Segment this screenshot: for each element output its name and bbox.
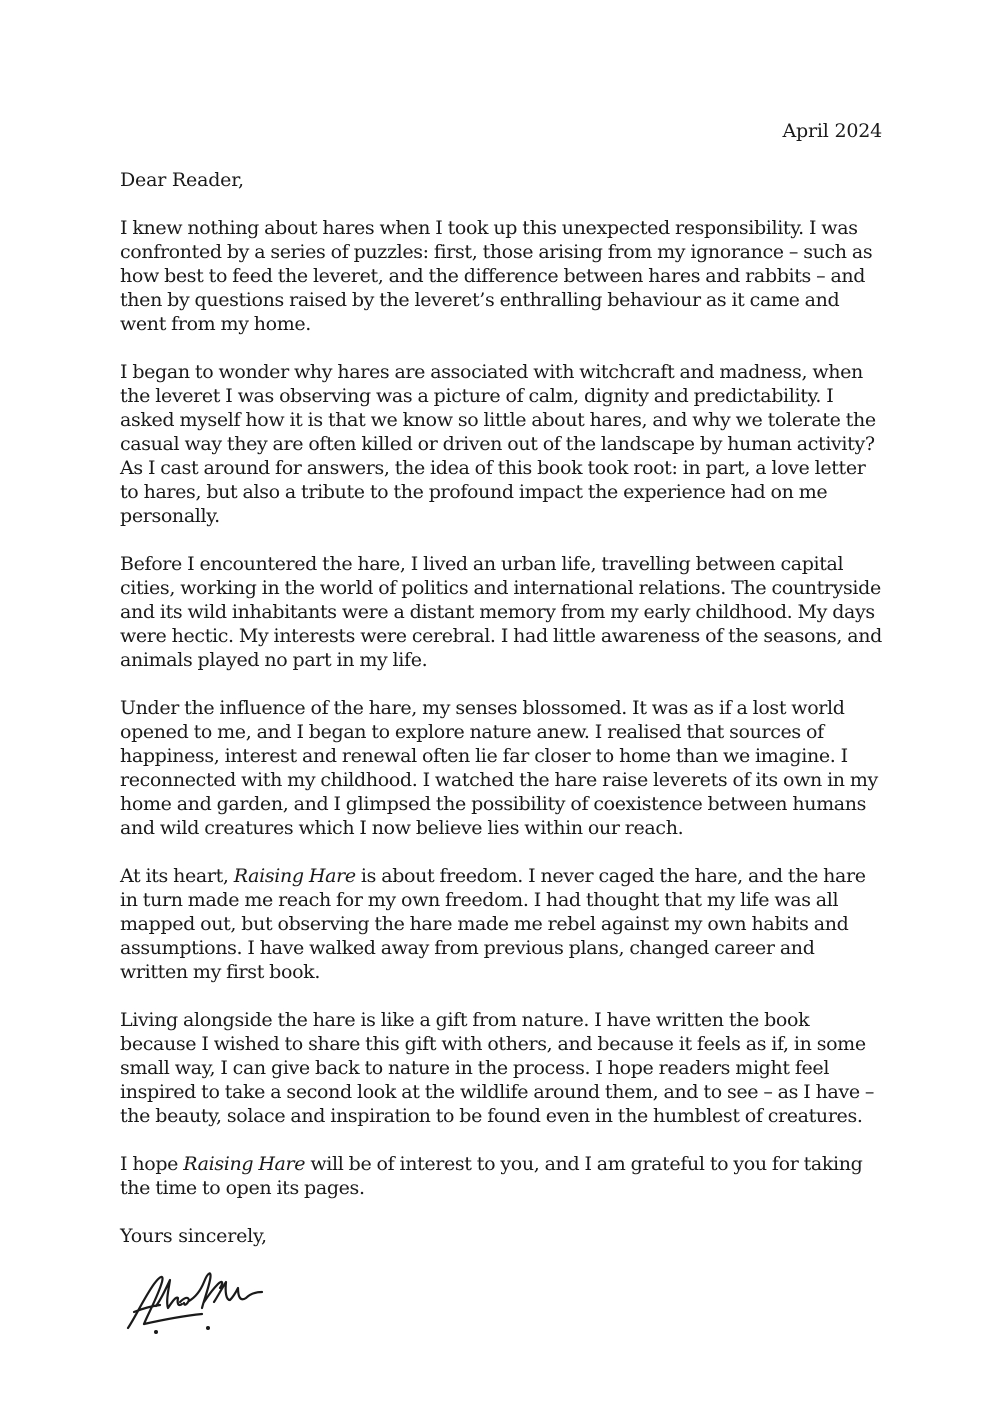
paragraph-text: Living alongside the hare is like a gift from nature. I have written the book because I wished to share this gift with others, and because it feels as if, in some small way, I can give back to nature in the process. I hope readers might feel inspired to take a second look at the wildlife around them, and to see – as I have – the beauty, solace and inspiration to be found even in the humblest of creatures. [120,1009,875,1127]
body-paragraph [120,1008,882,1128]
paragraph-text: is about freedom. I never caged the hare, and the hare in turn made me reach for my own freedom. I had thought that my life was all mapped out, but observing the hare made me rebel against my own habits and assumptions. I have walked away from previous plans, changed career and written my first book. [120,865,866,983]
letter [120,118,882,1340]
paragraph-text: I hope [120,1153,184,1175]
paragraph-text: I began to wonder why hares are associated with witchcraft and madness, when the leveret I was observing was a picture of calm, dignity and predictability. I asked myself how it is that we know so little about hares, and why we tolerate the casual way they are often killed or driven out of the landscape by human activity? As I cast around for answers, the idea of this book took root: in part, a love letter to hares, but also a tribute to the profound impact the experience had on me personally. [120,361,876,527]
body-paragraph [120,696,882,840]
paragraph-text: Before I encountered the hare, I lived an urban life, travelling between capital cities, working in the world of politics and international relations. The countryside and its wild inhabitants were a distant memory from my early childhood. My days were hectic. My interests were cerebral. I had little awareness of the seasons, and animals played no part in my life. [120,553,882,671]
handwritten-signature [122,1258,272,1340]
paragraph-text: At its heart, [120,865,234,887]
paragraph-text: will be of interest to you, and I am grateful to you for taking the time to open its pages. [120,1153,863,1199]
body-paragraph [120,360,882,528]
closing: Yours sincerely, [120,1225,267,1247]
body-paragraph [120,864,882,984]
letter-date: April 2024 [782,120,882,142]
salutation: Dear Reader, [120,169,244,191]
paragraph-text: I knew nothing about hares when I took up this unexpected responsibility. I was confronted by a series of puzzles: first, those arising from my ignorance – such as how best to feed the leveret, and the difference between hares and rabbits – and then by questions raised by the leveret’s enthralling behaviour as it came and went from my home. [120,217,873,335]
book-title: Raising Hare [233,865,356,887]
body-paragraph [120,552,882,672]
book-title: Raising Hare [183,1153,306,1175]
paragraph-text: Under the influence of the hare, my senses blossomed. It was as if a lost world opened to me, and I began to explore nature anew. I realised that sources of happiness, interest and renewal often lie far closer to home than we imagine. I reconnected with my childhood. I watched the hare raise leverets of its own in my home and garden, and I glimpsed the possibility of coexistence between humans and wild creatures which I now believe lies within our reach. [120,697,878,839]
letter-body [120,216,882,1200]
body-paragraph [120,1152,882,1200]
body-paragraph [120,216,882,336]
